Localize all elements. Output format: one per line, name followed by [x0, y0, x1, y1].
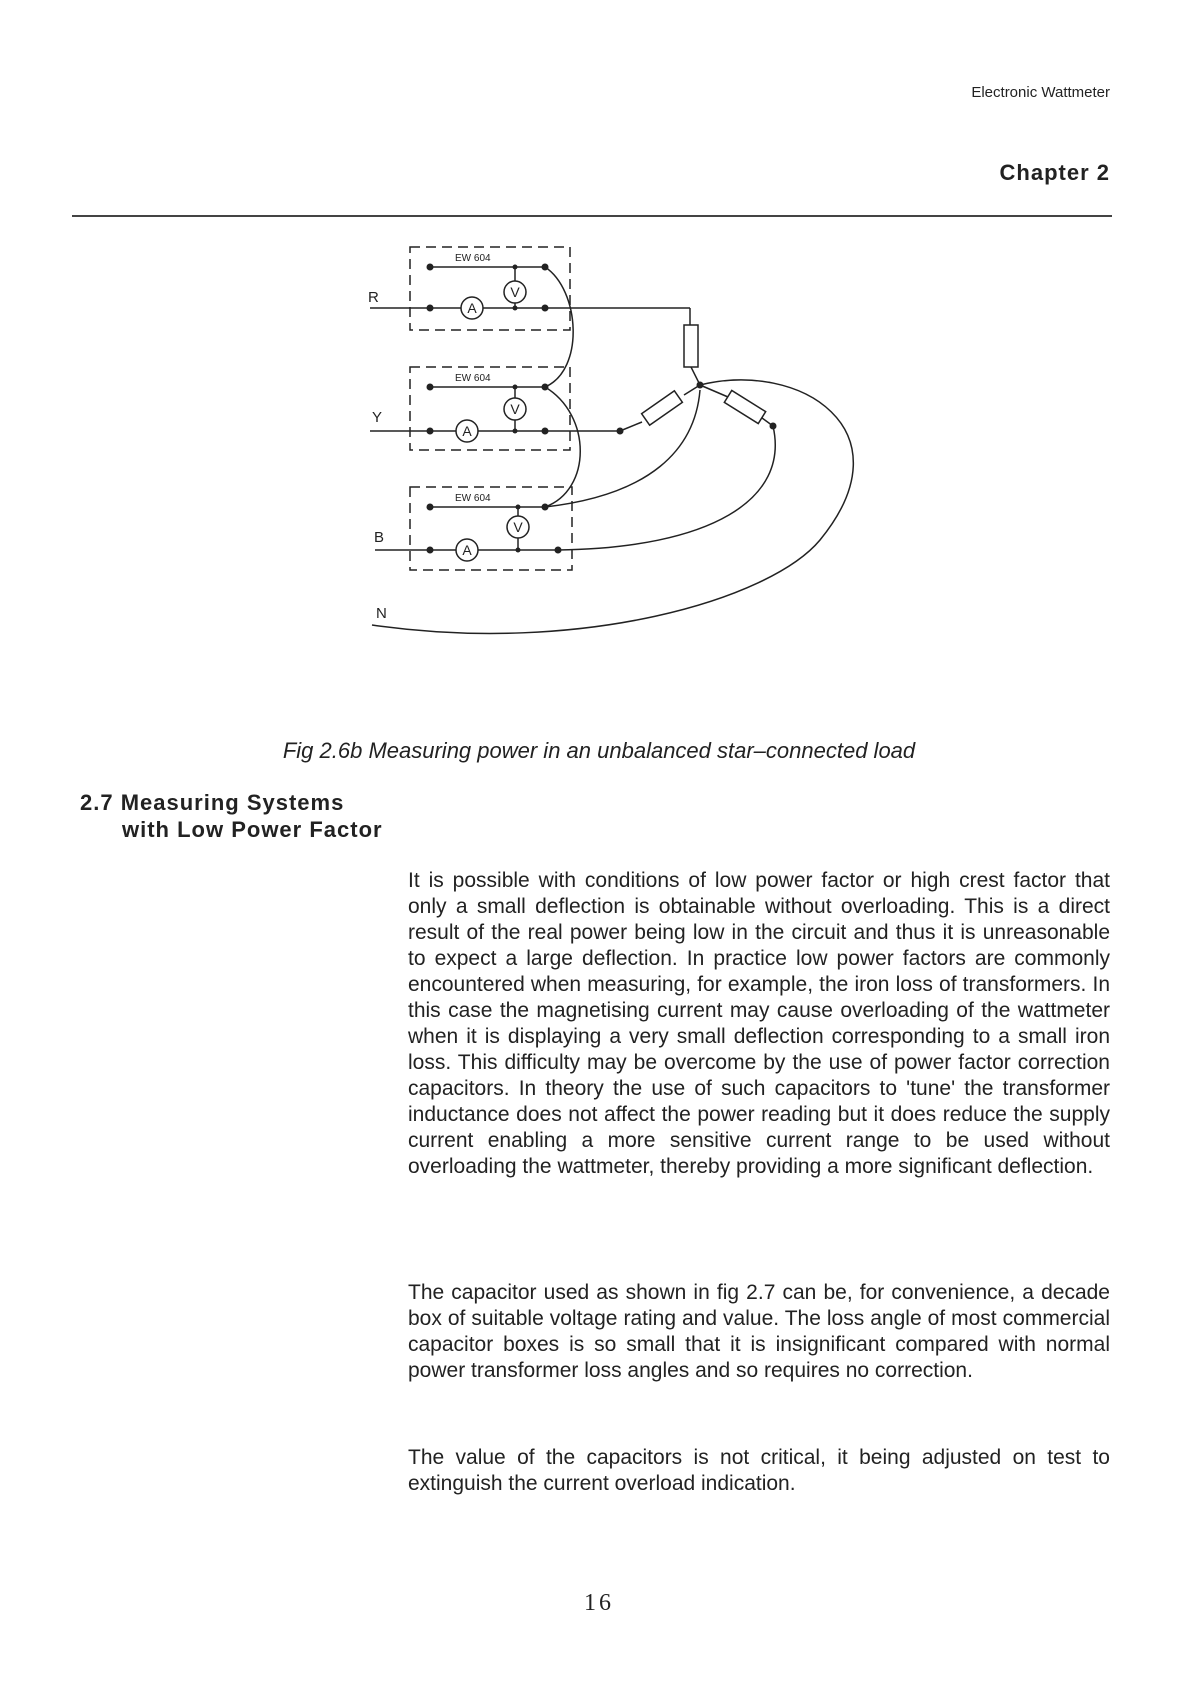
load-resistor-b	[724, 390, 765, 423]
section-heading-line2: with Low Power Factor	[122, 817, 383, 842]
header-rule	[72, 215, 1112, 217]
meter-label: EW 604	[455, 253, 491, 264]
meter-box-b	[410, 487, 572, 570]
section-heading	[80, 789, 383, 843]
meter-label: EW 604	[455, 493, 491, 504]
voltmeter-symbol: V	[510, 401, 520, 417]
phase-label-b: B	[374, 529, 385, 546]
load-resistor-y	[642, 391, 683, 425]
ammeter-symbol: A	[462, 542, 472, 558]
neutral-label: N	[376, 605, 387, 622]
voltmeter-symbol: V	[513, 519, 523, 535]
ammeter-symbol: A	[467, 300, 477, 316]
voltmeter-symbol: V	[510, 284, 520, 300]
figure-caption: Fig 2.6b Measuring power in an unbalanced star–connected load	[282, 738, 916, 763]
meter-label: EW 604	[455, 373, 491, 384]
paragraph: The value of the capacitors is not critical, it being adjusted on test to extinguish the current overload indication.	[408, 1446, 1110, 1495]
page-number: 16	[584, 1590, 614, 1616]
section-heading-line1: 2.7 Measuring Systems	[80, 790, 345, 815]
chapter-label: Chapter 2	[999, 160, 1110, 185]
phase-label-r: R	[368, 289, 379, 306]
phase-label-y: Y	[372, 409, 383, 426]
paragraph: The capacitor used as shown in fig 2.7 can be, for convenience, a decade box of suitable voltage rating and value. The loss angle of most commercial capacitor boxes is so small that it is insignificant compared with normal power transformer loss angles and so requires no correction.	[408, 1281, 1110, 1382]
paragraph: It is possible with conditions of low power factor or high crest factor that only a small deflection is obtainable without overloading. This is a direct result of the real power being low in the circuit and thus it is unreasonable to expect a large deflection. In practice low power factors are commonly encountered when measuring, for example, the iron loss of transformers. In this case the magnetising current may cause overloading of the wattmeter when it is displaying a very small deflection corresponding to a small iron loss. This difficulty may be overcome by the use of power factor correction capacitors. In theory the use of such capacitors to 'tune' the transformer inductance does not affect the power reading but it does reduce the supply current enabling a more sensitive current range to be used without overloading the wattmeter, thereby providing a more significant deflection.	[408, 869, 1110, 1178]
wiring-diagram	[368, 250, 940, 700]
ammeter-symbol: A	[462, 423, 472, 439]
running-header-title: Electronic Wattmeter	[971, 84, 1110, 101]
load-resistor-r	[684, 325, 698, 367]
